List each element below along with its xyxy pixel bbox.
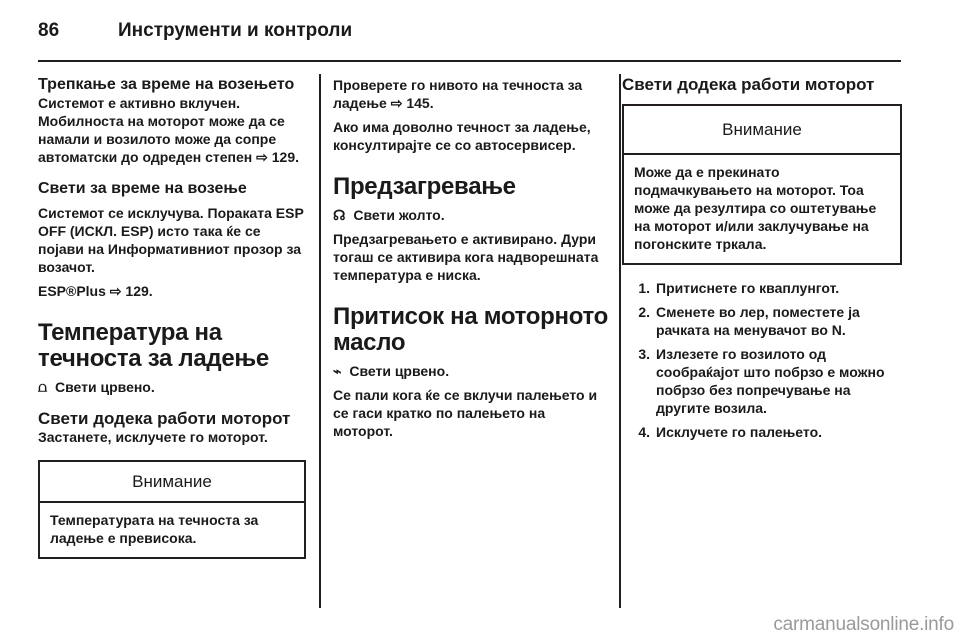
paragraph-text: Свети црвено. xyxy=(55,379,155,395)
page-reference-link[interactable]: ⇨ 129. xyxy=(256,149,299,165)
column-1 xyxy=(38,76,306,559)
heading-lit-while-engine-running: Свети додека работи моторот xyxy=(38,409,291,428)
esp-plus-label: ESP®Plus xyxy=(38,283,106,299)
oil-pressure-icon: ⌁ xyxy=(333,363,342,379)
warning-box xyxy=(622,104,902,265)
paragraph: Предзагревањето е активирано. Дури тогаш се активира кога надворешната температура е ниска. xyxy=(333,231,599,283)
step-number: 2. xyxy=(638,304,650,320)
paragraph: Застанете, исклучете го моторот. xyxy=(38,429,268,445)
paragraph xyxy=(38,282,306,300)
page-reference-link[interactable]: ⇨ 129. xyxy=(109,283,153,299)
column-3 xyxy=(622,76,902,447)
paragraph-text: Системот е активно вклучен. Мобилноста на моторот може да се намали и возилото може да сопре автоматски до одреден степен xyxy=(38,95,285,165)
paragraph xyxy=(38,378,306,396)
step-text: Сменете во лер, поместете ја рачката на менувачот во N. xyxy=(656,304,860,338)
list-item xyxy=(622,345,902,417)
warning-heading: Внимание xyxy=(40,462,304,503)
column-divider-2 xyxy=(619,74,621,608)
list-item xyxy=(622,279,902,297)
paragraph xyxy=(333,362,608,380)
steps-list xyxy=(622,279,902,441)
paragraph: Се пали кога ќе се вклучи палењето и се гаси кратко по палењето на моторот. xyxy=(333,387,598,439)
paragraph xyxy=(333,206,608,224)
page-reference-link[interactable]: ⇨ 145. xyxy=(390,95,434,111)
paragraph-text: Свети жолто. xyxy=(353,207,445,223)
step-text: Притиснете го кваплунгот. xyxy=(656,280,840,296)
warning-heading: Внимание xyxy=(624,106,900,155)
warning-text: Може да е прекинато подмачкувањето на моторот. Тоа може да резултира со оштетување на моторот и/или заклучување на погонските тркала. xyxy=(634,164,877,252)
coolant-temperature-icon: ⩍ xyxy=(38,379,48,395)
page-number: 86 xyxy=(38,20,60,41)
heading-lit-while-driving: Свети за време на возење xyxy=(38,180,247,197)
paragraph xyxy=(38,94,306,166)
column-2 xyxy=(333,76,608,440)
step-number: 3. xyxy=(638,346,650,362)
heading-coolant-temperature: Температура на течноста за ладење xyxy=(38,319,269,372)
step-number: 4. xyxy=(638,424,650,440)
heading-engine-oil-pressure: Притисок на моторното масло xyxy=(333,303,608,356)
warning-box xyxy=(38,460,306,559)
paragraph-text: Проверете го нивото на течноста за ладење xyxy=(333,77,583,111)
heading-preheating: Предзагревање xyxy=(333,173,516,200)
section-title: Инструменти и контроли xyxy=(118,20,353,41)
watermark-link[interactable]: carmanualsonline.info xyxy=(773,614,954,635)
paragraph: Ако има доволно течност за ладење, консултирајте се со автосервисер. xyxy=(333,119,591,153)
paragraph xyxy=(333,76,608,112)
warning-text: Температурата на течноста за ладење е превисока. xyxy=(50,512,259,546)
step-text: Исклучете го палењето. xyxy=(656,424,823,440)
list-item xyxy=(622,423,902,441)
step-text: Излезете го возилото од сообраќајот што побрзо е можно побрзо без попречување на другите возила. xyxy=(656,346,885,416)
header-rule xyxy=(38,60,901,62)
step-number: 1. xyxy=(638,280,650,296)
paragraph-text: Свети црвено. xyxy=(349,363,450,379)
paragraph: Системот се исклучува. Пораката ESP OFF (ИСКЛ. ESP) исто така ќе се појави на Информативниот прозор за возачот. xyxy=(38,205,304,275)
column-divider-1 xyxy=(319,74,321,608)
heading-flashing-while-driving: Трепкање за време на возењето xyxy=(38,76,295,93)
heading-lit-while-engine-running: Свети додека работи моторот xyxy=(622,75,875,94)
glow-plug-icon: ☊ xyxy=(333,207,346,223)
list-item xyxy=(622,303,902,339)
